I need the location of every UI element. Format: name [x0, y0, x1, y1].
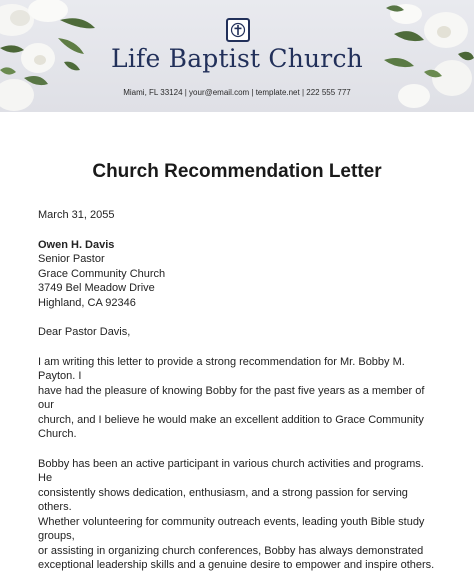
paragraph-line: consistently shows dedication, enthusiasm, and a strong passion for serving others. [38, 486, 408, 513]
church-name: Life Baptist Church [111, 44, 363, 73]
recipient-city: Highland, CA 92346 [38, 296, 136, 309]
recipient-name: Owen H. Davis [38, 238, 115, 251]
church-logo [226, 18, 250, 42]
letter-body [38, 208, 438, 588]
letter-date: March 31, 2055 [38, 209, 115, 221]
paragraph-line: church, and I believe he would make an excellent addition to Grace Community Church. [38, 413, 424, 440]
recipient-organization: Grace Community Church [38, 267, 166, 280]
paragraph-line: have had the pleasure of knowing Bobby for the past five years as a member of our [38, 384, 425, 411]
paragraph [38, 457, 438, 573]
paragraph [38, 355, 438, 442]
paragraph-line: Whether volunteering for community outreach events, leading youth Bible study groups, [38, 515, 425, 542]
paragraph-line: Bobby has been an active participant in various church activities and programs. He [38, 457, 424, 484]
church-cross-icon [230, 22, 246, 38]
contact-info: Miami, FL 33124 | your@email.com | template.net | 222 555 777 [123, 88, 351, 97]
paragraph-line: exceptional leadership skills and a genuine desire to empower and inspire others. [38, 559, 435, 571]
paragraph-line: or assisting in organizing church conferences, Bobby has always demonstrated [38, 544, 424, 557]
recipient-street: 3749 Bel Meadow Drive [38, 282, 155, 294]
letter-title: Church Recommendation Letter [92, 161, 382, 182]
recipient-role: Senior Pastor [38, 253, 105, 265]
letterhead [0, 0, 474, 112]
salutation: Dear Pastor Davis, [38, 326, 131, 338]
recipient-address-block [38, 238, 438, 311]
paragraph-line: I am writing this letter to provide a strong recommendation for Mr. Bobby M. Payton. I [38, 355, 405, 382]
